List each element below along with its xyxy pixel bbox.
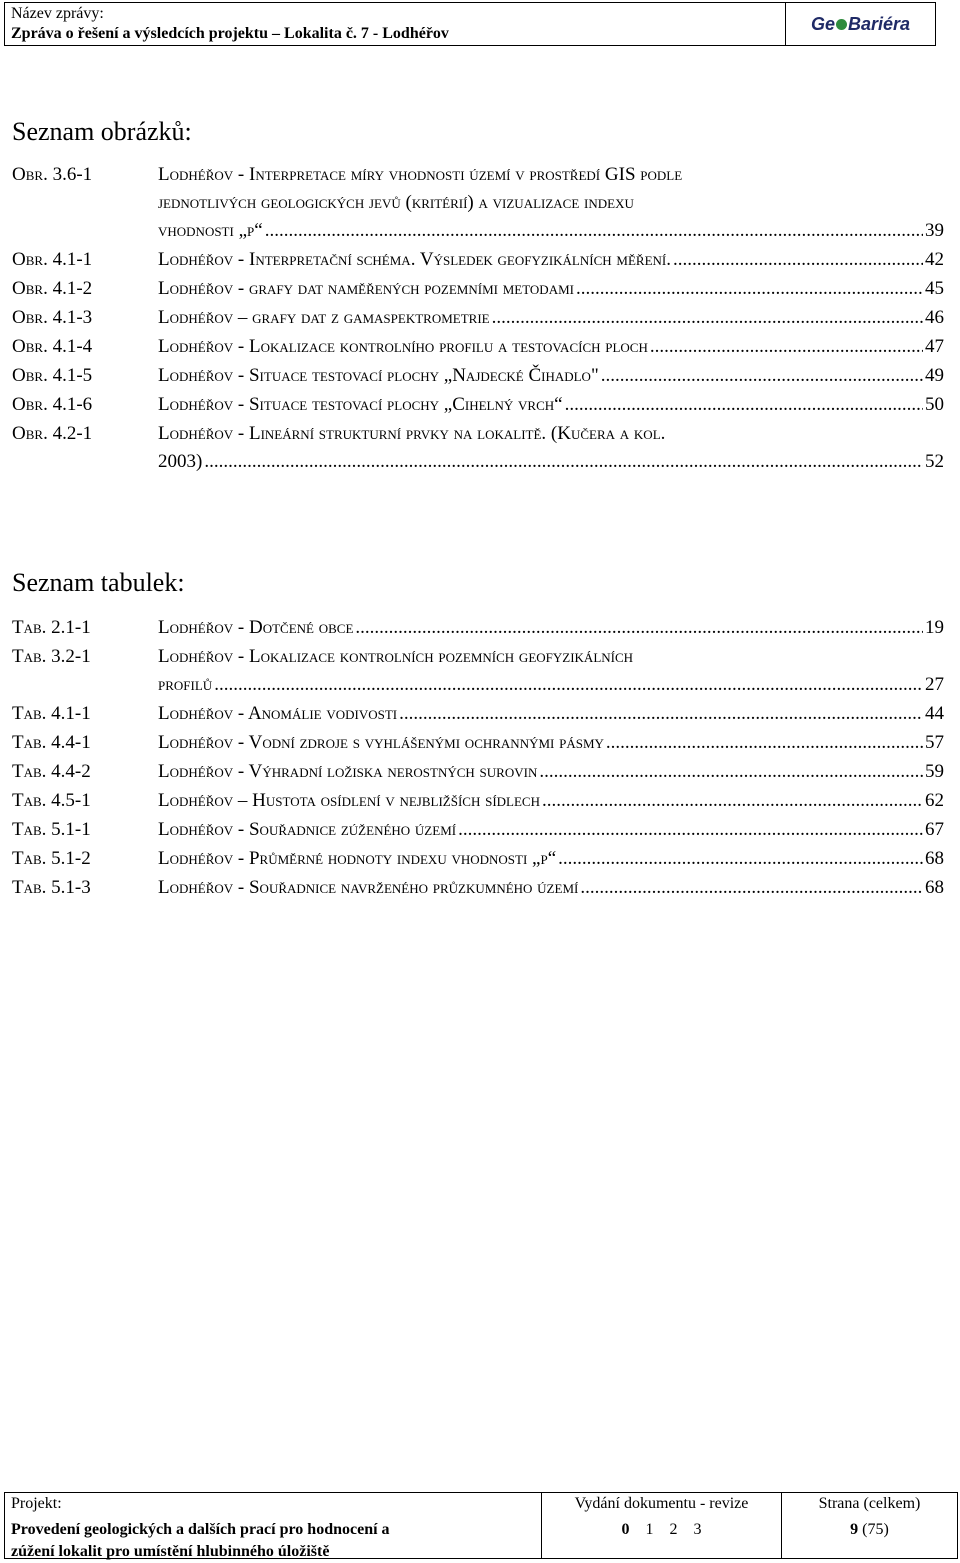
geobariera-logo [811,14,910,35]
table-page-number: 62 [925,790,944,811]
revision-3: 3 [693,1521,702,1538]
table-caption-text: profilů [158,674,213,695]
dot-leader [458,816,923,844]
figure-caption-text: Lodhéřov - Situace testovací plochy „Cihelný vrch“ [158,394,563,415]
dot-leader [650,333,923,361]
figure-caption [158,304,944,332]
figure-page-number: 39 [925,220,944,241]
figure-caption-line [158,362,944,390]
footer-page-cell [781,1493,957,1558]
figure-label: Obr. 4.1-1 [12,249,93,270]
table-caption-line [158,874,944,902]
table-page-number: 27 [925,674,944,695]
dot-leader [673,246,923,274]
figure-caption-text: Lodhéřov - Interpretace míry vhodnosti území v prostředí GIS podle [158,164,683,185]
table-caption [158,614,944,642]
table-caption [158,787,944,815]
dot-leader [204,448,923,476]
dot-leader [580,874,923,902]
table-caption-text: Lodhéřov - Lokalizace kontrolních pozemních geofyzikálních [158,646,634,667]
logo-box [785,3,935,45]
figure-caption-text: 2003) [158,451,203,472]
figure-caption [158,420,944,476]
figure-caption-line [158,304,944,332]
dot-leader [399,700,923,728]
table-caption-text: Lodhéřov - Souřadnice navrženého průzkumného území [158,877,579,898]
table-caption [158,758,944,786]
logo-dot-icon [836,19,847,30]
dot-leader [606,729,923,757]
table-caption [158,643,944,699]
figure-caption-text: Lodhéřov – grafy dat z gamaspektrometrie [158,307,490,328]
figure-page-number: 52 [925,451,944,472]
figure-caption-line [158,448,944,476]
figure-page-number: 50 [925,394,944,415]
figure-label: Obr. 3.6-1 [12,164,93,185]
page-values [782,1519,957,1541]
table-caption-text: Lodhéřov – Hustota osídlení v nejbližších sídlech [158,790,540,811]
table-page-number: 68 [925,877,944,898]
footer-project-cell [5,1493,541,1558]
table-caption [158,845,944,873]
table-label: Tab. 4.1-1 [12,703,91,724]
figure-caption [158,246,944,274]
project-line-2: zúžení lokalit pro umístění hlubinného úložiště [11,1543,330,1560]
table-caption [158,816,944,844]
figure-caption-text: vhodnosti „p“ [158,220,263,241]
figure-caption [158,333,944,361]
dot-leader [565,391,923,419]
figure-page-number: 45 [925,278,944,299]
table-caption-line [158,614,944,642]
table-label: Tab. 5.1-2 [12,848,91,869]
page-label: Strana (celkem) [818,1495,921,1512]
figure-caption-line [158,161,944,189]
table-label: Tab. 2.1-1 [12,617,91,638]
table-caption-text: Lodhéřov - Výhradní ložiska nerostných surovin [158,761,538,782]
table-caption-text: Lodhéřov - Průměrné hodnoty indexu vhodnosti „p“ [158,848,557,869]
table-label: Tab. 5.1-3 [12,877,91,898]
table-page-number: 44 [925,703,944,724]
table-caption-line [158,729,944,757]
figure-caption-text: Lodhéřov - Lineární strukturní prvky na lokalitě. (Kučera a kol. [158,423,666,444]
revision-0: 0 [621,1521,630,1538]
logo-text-b: Bariéra [847,13,911,34]
dot-leader [558,845,923,873]
figures-heading: Seznam obrázků: [12,117,192,146]
table-caption-text: Lodhéřov - Anomálie vodivosti [158,703,398,724]
figure-caption-text: Lodhéřov - Interpretační schéma. Výsledek geofyzikálních měření. [158,249,671,270]
figure-caption-line [158,246,944,274]
table-caption-text: Lodhéřov - Vodní zdroje s vyhlášenými ochrannými pásmy [158,732,604,753]
report-name-label: Název zprávy: [11,5,104,22]
table-caption-text: Lodhéřov - Souřadnice zúženého území [158,819,457,840]
figure-label: Obr. 4.1-4 [12,336,93,357]
report-header [4,2,936,46]
table-page-number: 67 [925,819,944,840]
figure-caption-text: Lodhéřov - grafy dat naměřených pozemními metodami [158,278,574,299]
revision-values [542,1519,781,1541]
figure-page-number: 47 [925,336,944,357]
dot-leader [355,614,923,642]
figure-caption-line [158,189,944,217]
dot-leader [492,304,923,332]
table-page-number: 59 [925,761,944,782]
table-page-number: 68 [925,848,944,869]
figure-page-number: 49 [925,365,944,386]
revision-label: Vydání dokumentu - revize [574,1495,749,1512]
page-total: (75) [862,1521,889,1538]
figure-label: Obr. 4.1-2 [12,278,93,299]
figure-caption [158,161,944,245]
report-title: Zpráva o řešení a výsledcích projektu – Lokalita č. 7 - Lodhéřov [11,25,449,42]
figure-label: Obr. 4.2-1 [12,423,93,444]
dot-leader [576,275,923,303]
table-caption-text: Lodhéřov - Dotčené obce [158,617,354,638]
table-caption-line [158,845,944,873]
figure-caption-text: Lodhéřov - Lokalizace kontrolního profilu a testovacích ploch [158,336,648,357]
dot-leader [601,362,923,390]
dot-leader [214,671,923,699]
figure-caption-line [158,217,944,245]
figure-label: Obr. 4.1-6 [12,394,93,415]
figure-caption-line [158,420,944,448]
table-caption [158,729,944,757]
table-label: Tab. 4.5-1 [12,790,91,811]
logo-text-a: Ge [810,13,835,34]
project-line-1: Provedení geologických a dalších prací pro hodnocení a [11,1521,390,1538]
table-label: Tab. 3.2-1 [12,646,91,667]
figure-caption [158,391,944,419]
figure-caption-line [158,391,944,419]
figure-caption-text: Lodhéřov - Situace testovací plochy „Najdecké Čihadlo" [158,365,599,386]
revision-1: 1 [645,1521,654,1538]
figure-label: Obr. 4.1-5 [12,365,93,386]
figure-caption-line [158,275,944,303]
footer-revision-cell [541,1493,781,1558]
table-caption-line [158,700,944,728]
table-caption-line [158,671,944,699]
table-caption [158,874,944,902]
project-name [11,1519,535,1563]
table-label: Tab. 4.4-1 [12,732,91,753]
document-footer [4,1492,958,1559]
page-current: 9 [850,1521,859,1538]
table-label: Tab. 5.1-1 [12,819,91,840]
dot-leader [265,217,923,245]
table-caption-line [158,758,944,786]
dot-leader [539,758,923,786]
table-page-number: 19 [925,617,944,638]
figure-caption-line [158,333,944,361]
dot-leader [542,787,923,815]
table-page-number: 57 [925,732,944,753]
tables-heading: Seznam tabulek: [12,568,185,597]
project-label: Projekt: [11,1495,62,1512]
table-caption-line [158,787,944,815]
revision-2: 2 [669,1521,678,1538]
table-label: Tab. 4.4-2 [12,761,91,782]
figure-page-number: 46 [925,307,944,328]
figure-label: Obr. 4.1-3 [12,307,93,328]
table-caption-line [158,643,944,671]
table-caption-line [158,816,944,844]
figure-page-number: 42 [925,249,944,270]
table-caption [158,700,944,728]
figure-caption [158,362,944,390]
figure-caption [158,275,944,303]
figure-caption-text: jednotlivých geologických jevů (kritérií) a vizualizace indexu [158,192,634,213]
